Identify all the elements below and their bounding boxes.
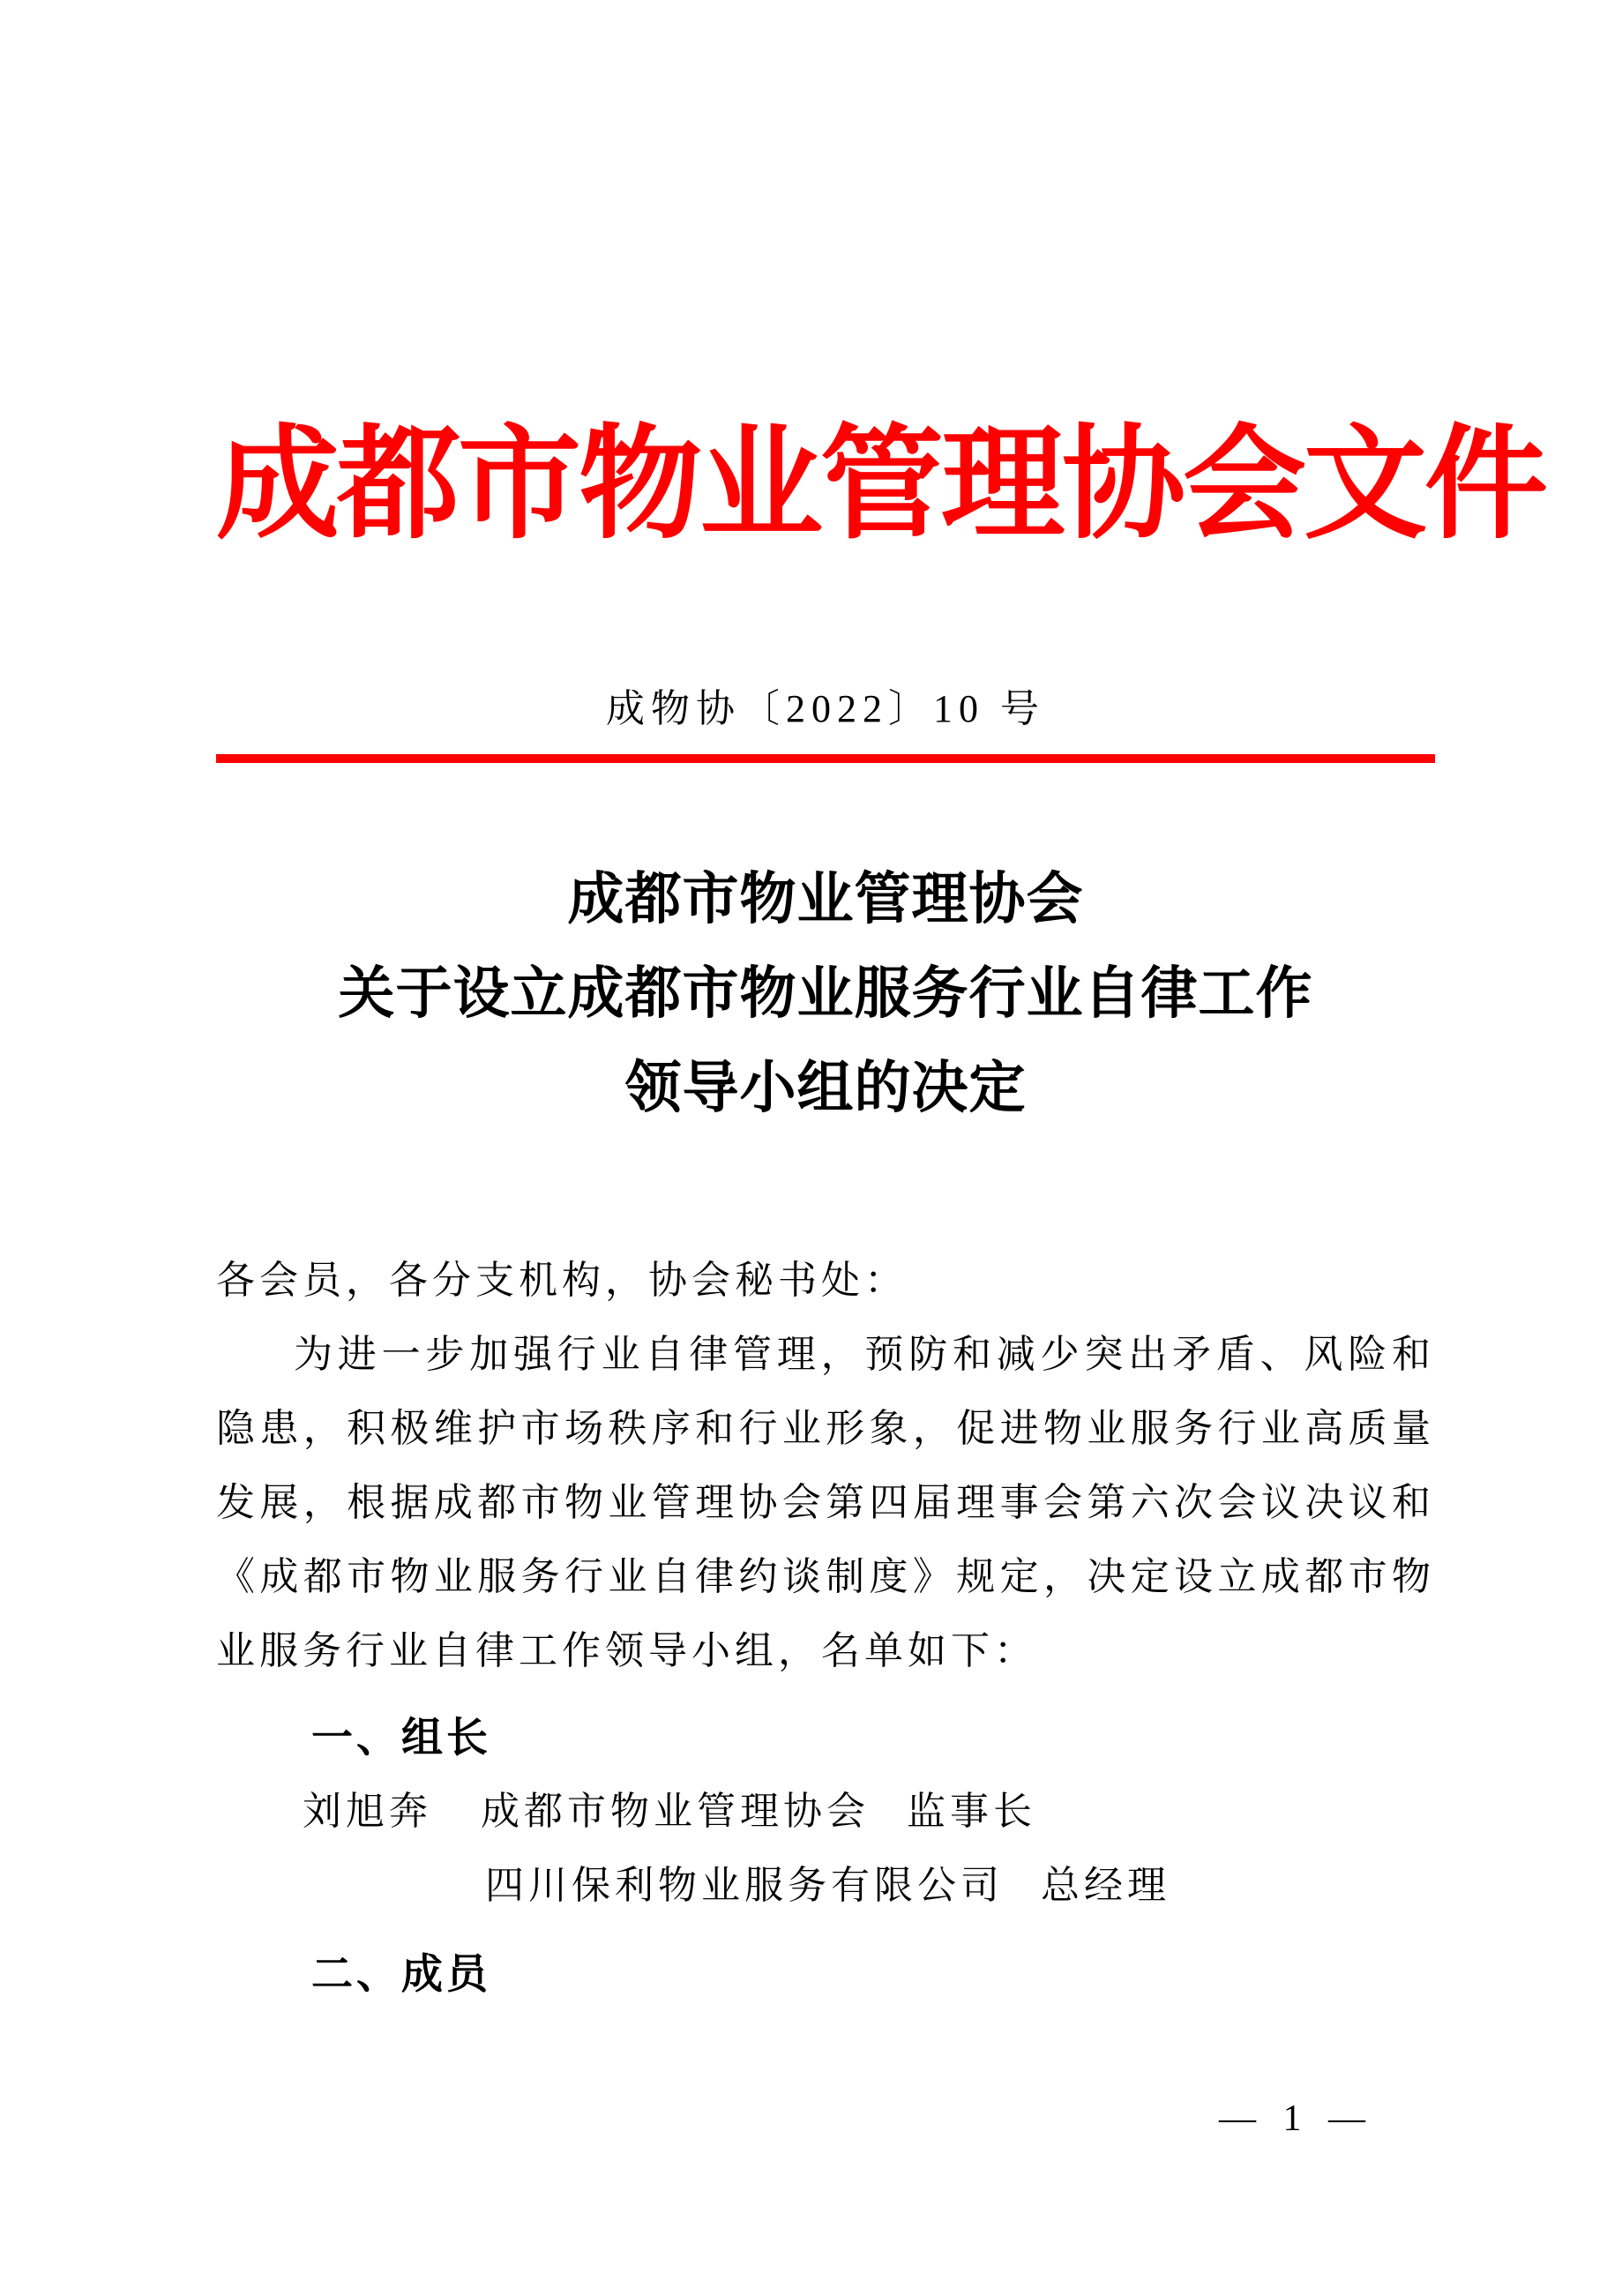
doc-title-line-2: 关于设立成都市物业服务行业自律工作 [338,962,1313,1025]
page-number: — 1 — [1219,2098,1367,2139]
doc-title-line-1: 成都市物业管理协会 [567,868,1084,931]
leader-name: 刘旭奔 [303,1790,432,1833]
leader-role-1: 监事长 [907,1790,1036,1833]
doc-number: 成物协〔2022〕10 号 [606,687,1045,730]
salutation-line: 各会员，各分支机构，协会秘书处： [216,1259,908,1302]
section-heading-leader: 一、组长 [311,1714,491,1761]
doc-title-line-3: 领导小组的决定 [624,1057,1027,1119]
leader-line-2 [216,1849,1435,1923]
leader-organization-2: 四川保利物业服务有限公司 [485,1864,1004,1907]
leader-organization-1: 成都市物业管理协会 [481,1790,870,1833]
roster-section [216,1701,1435,2011]
leader-role-2: 总经理 [1041,1864,1170,1907]
doc-title [216,852,1435,1135]
red-header-title: 成都市物业管理协会文件 [216,417,1546,554]
body-paragraph: 为进一步加强行业自律管理，预防和减少突出矛盾、风险和隐患，积极维护市场秩序和行业形象，促进物业服务行业高质量发展，根据成都市物业管理协会第四届理事会第六次会议决议和《成都市物业服务行业自律约谈制度》规定，决定设立成都市物业服务行业自律工作领导小组，名单如下： [216,1333,1435,1672]
leader-line-1 [216,1775,1435,1849]
section-heading-members: 二、成员 [311,1950,491,1997]
body-text [216,1244,1435,1688]
red-divider-line [216,754,1435,763]
